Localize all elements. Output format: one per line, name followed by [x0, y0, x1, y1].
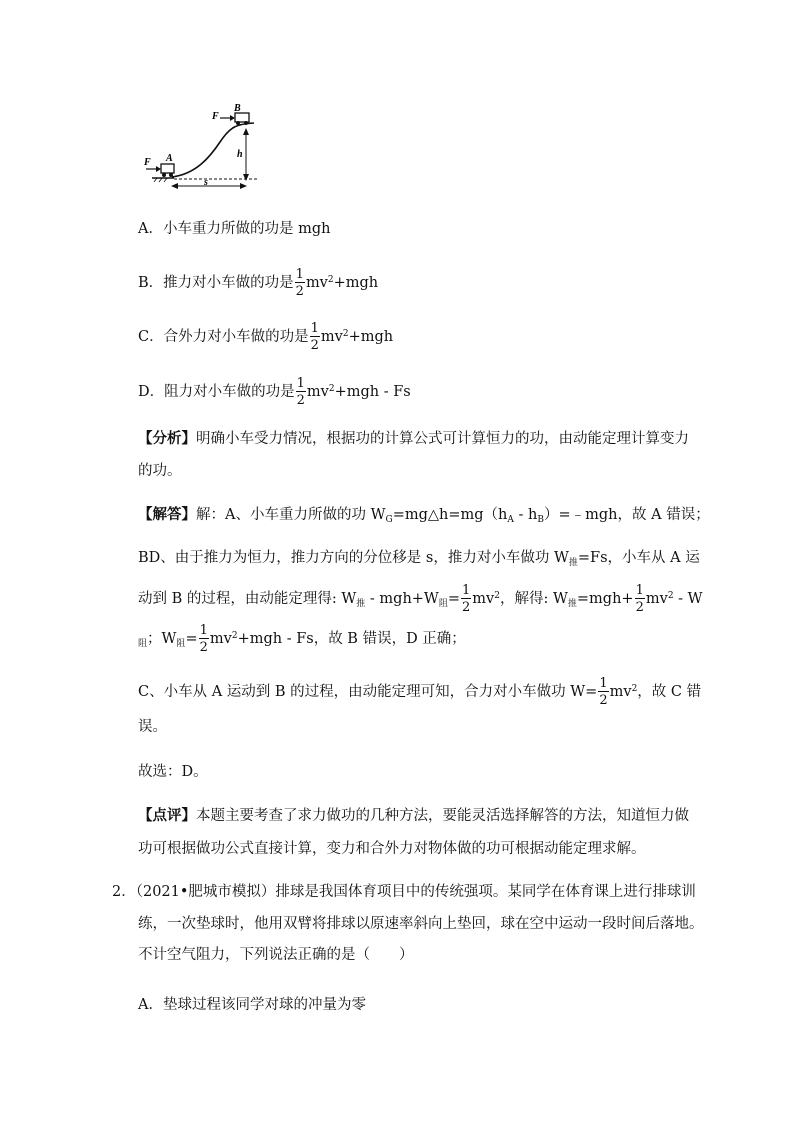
- solution-line-1: 【解答】解：A、小车重力所做的功 $W_G=mg\triangle h=mg(h_A$ - $h_B)=﹣mgh$，故 A 错误；: [138, 506, 710, 525]
- distance-arrow-left: [171, 183, 178, 189]
- solution-tag: 【解答】: [138, 506, 196, 523]
- solution-line-6: 误。: [138, 719, 167, 735]
- review-line-1: 【点评】本题主要考查了求力做功的几种方法，要能灵活选择解答的方法，知道恒力做: [138, 807, 689, 824]
- option-a: A．小车重力所做的功是 mgh: [138, 221, 331, 237]
- option-b-text: B．推力对小车做的功是: [138, 275, 294, 291]
- question2-option-a: A．垫球过程该同学对球的冲量为零: [138, 997, 366, 1013]
- review-tag: 【点评】: [138, 807, 196, 824]
- label-f-b: F: [212, 111, 219, 122]
- label-a: A: [166, 153, 173, 164]
- cart-a-body: [161, 164, 174, 173]
- fraction-half: $\frac{1}{2}$: [635, 583, 644, 615]
- fraction-half: $\frac{1}{2}$: [599, 676, 608, 708]
- label-s: s: [204, 177, 208, 188]
- fraction-half: $\frac{1}{2}$: [295, 267, 304, 299]
- force-arrow-b-head: [230, 115, 235, 121]
- answer-line: 故选：D。: [138, 764, 208, 780]
- question2-line-3: 不计空气阻力，下列说法正确的是（ ）: [138, 947, 414, 963]
- option-c: C．合外力对小车做的功是 $\frac{1}{2}$ $mv^2+mgh$: [138, 321, 394, 353]
- fraction-half: $\frac{1}{2}$: [296, 376, 305, 408]
- force-arrow-a-head: [156, 166, 161, 172]
- fraction-half: $\frac{1}{2}$: [199, 623, 208, 655]
- label-b: B: [234, 103, 241, 114]
- cart-b-wheel-1: [236, 121, 240, 125]
- solution-line-3: 动到 B 的过程，由动能定理得: $W_推 - mgh+W_阻=$ $\frac{1}{2}$ $mv^2$，解得: $W_推=mgh+$ $\frac{1}{2}$ $mv^2$ - W: [138, 583, 703, 615]
- review-line-2: 功可根据做功公式直接计算，变力和合外力对物体做的功可根据动能定理求解。: [138, 841, 646, 857]
- option-d-text: D．阻力对小车做的功是: [138, 384, 295, 400]
- height-arrow-bottom: [243, 174, 249, 181]
- cart-b-wheel-2: [244, 121, 248, 125]
- option-c-text: C．合外力对小车做的功是: [138, 329, 309, 345]
- label-h: h: [237, 149, 243, 160]
- cart-b-body: [235, 113, 249, 122]
- label-f-a: F: [144, 157, 151, 168]
- distance-arrow-right: [240, 183, 247, 189]
- incline-diagram: [138, 102, 260, 192]
- fraction-half: $\frac{1}{2}$: [462, 583, 471, 615]
- analysis-line-2: 的功。: [138, 463, 182, 479]
- height-arrow-top: [243, 128, 249, 135]
- solution-line-5: C、小车从 A 运动到 B 的过程，由动能定理可知，合力对小车做功 W= $\frac{1}{2}$ $mv^2$，故 C 错: [138, 676, 702, 708]
- question2-line-1: 2．（2021•肥城市模拟）排球是我国体育项目中的传统强项。某同学在体育课上进行排球训: [112, 884, 696, 900]
- solution-line-4: $_阻$；$W_阻=$ $\frac{1}{2}$ $mv^2+mgh - Fs$，故 B 错误，D 正确；: [138, 623, 466, 655]
- option-b: B．推力对小车做的功是 $\frac{1}{2}$ $mv^2+mgh$: [138, 267, 379, 299]
- analysis-tag: 【分析】: [138, 430, 196, 447]
- option-d: D．阻力对小车做的功是 $\frac{1}{2}$ $mv^2+mgh - Fs$: [138, 376, 411, 408]
- fraction-half: $\frac{1}{2}$: [310, 321, 319, 353]
- solution-line-2: BD、由于推力为恒力，推力方向的分位移是 s，推力对小车做功 $W_推=Fs$，小车从 A 运: [138, 550, 700, 568]
- cart-a-wheel-2: [169, 173, 173, 177]
- analysis-line-1: 【分析】明确小车受力情况，根据功的计算公式可计算恒力的功，由动能定理计算变力: [138, 430, 689, 447]
- cart-a-wheel-1: [162, 173, 166, 177]
- question2-line-2: 练，一次垫球时，他用双臂将排球以原速率斜向上垫回，球在空中运动一段时间后落地。: [138, 916, 704, 932]
